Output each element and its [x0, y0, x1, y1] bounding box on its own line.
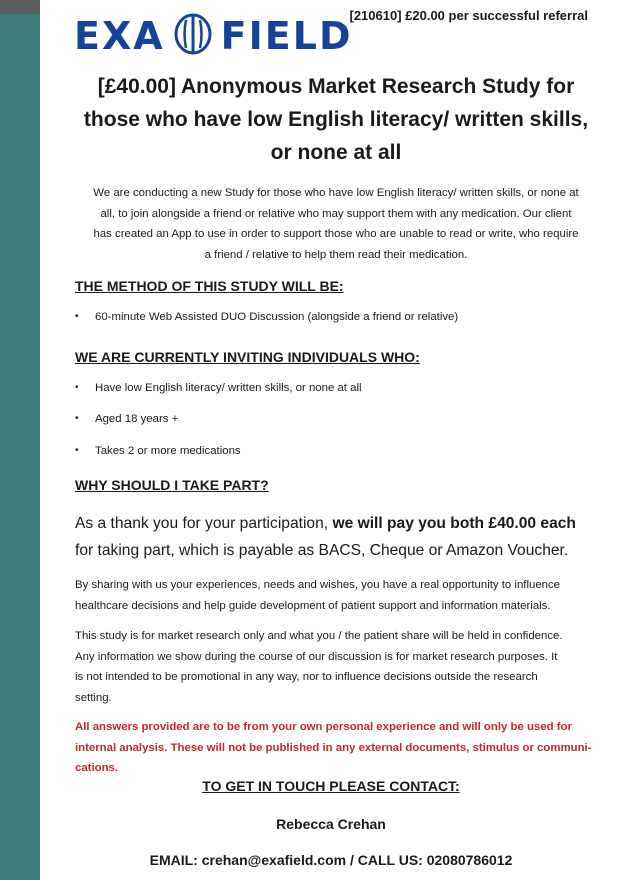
side-bar — [0, 0, 40, 880]
list-item-text: 60-minute Web Assisted DUO Discussion (alongside a friend or relative) — [95, 311, 459, 323]
confidentiality-paragraph — [75, 626, 605, 708]
warning-line: All answers provided are to be from your own personal experience and will only be used for — [75, 721, 572, 733]
list-item — [75, 443, 241, 459]
warning-paragraph — [75, 717, 605, 779]
thanks-line-2: for taking part, which is payable as BACS, Cheque or Amazon Voucher. — [75, 542, 569, 559]
page-title — [62, 70, 610, 169]
paragraph-line: is not intended to be promotional in any way, nor to influence decisions outside the research — [75, 671, 538, 683]
thanks-line-1 — [75, 510, 605, 537]
paragraph-line: healthcare decisions and help guide development of patient support and information materials. — [75, 599, 551, 612]
intro-line: all, to join alongside a friend or relative who may support them with any medication. Our client — [100, 207, 572, 220]
sharing-paragraph — [75, 575, 605, 616]
logo-word-left: EXA — [74, 14, 165, 58]
title-line: [£40.00] Anonymous Market Research Study for — [97, 75, 575, 98]
side-bar-top-stripe — [0, 0, 40, 14]
method-heading: THE METHOD OF THIS STUDY WILL BE: — [75, 278, 344, 294]
list-item-text: Aged 18 years + — [95, 413, 179, 425]
thanks-paragraph — [75, 510, 605, 564]
intro-line: We are conducting a new Study for those who have low English literacy/ written skills, or none at — [93, 187, 579, 199]
contact-heading: TO GET IN TOUCH PLEASE CONTACT: — [202, 778, 460, 794]
paragraph-line: By sharing with us your experiences, needs and wishes, you have a real opportunity to influence — [75, 579, 561, 591]
list-item-text: Takes 2 or more medications — [95, 445, 241, 457]
bullet-icon: • — [75, 311, 79, 322]
list-item — [75, 411, 178, 427]
logo-word-right: FIELD — [220, 14, 353, 58]
bullet-icon: • — [75, 413, 79, 424]
list-item-text: Have low English literacy/ written skills, or none at all — [95, 382, 362, 394]
referral-note: [210610] £20.00 per successful referral — [349, 8, 588, 23]
warning-line: cations. — [75, 762, 119, 774]
thanks-text: As a thank you for your participation, — [75, 515, 333, 532]
inviting-heading: WE ARE CURRENTLY INVITING INDIVIDUALS WHO: — [75, 349, 420, 365]
logo-mark-icon — [173, 12, 213, 61]
title-line: or none at all — [270, 141, 402, 164]
payment-amount: we will pay you both £40.00 each — [332, 515, 576, 532]
bullet-icon: • — [75, 445, 79, 456]
paragraph-line: Any information we show during the course of our discussion is for market research purposes. It — [75, 650, 558, 663]
paragraph-line: This study is for market research only and what you / the patient share will be held in confidence. — [75, 630, 563, 642]
intro-line: has created an App to use in order to support those who are unable to read or write, who require — [93, 228, 579, 240]
intro-paragraph — [74, 183, 598, 265]
list-item — [75, 309, 458, 325]
intro-line: a friend / relative to help them read their medication. — [204, 248, 468, 261]
why-heading: WHY SHOULD I TAKE PART? — [75, 477, 269, 493]
exafield-logo — [74, 10, 352, 62]
paragraph-line: setting. — [75, 691, 112, 704]
list-item — [75, 380, 362, 396]
warning-line: internal analysis. These will not be published in any external documents, stimulus or communi- — [75, 741, 592, 754]
contact-details[interactable]: EMAIL: crehan@exafield.com / CALL US: 02080786012 — [149, 852, 513, 868]
bullet-icon: • — [75, 382, 79, 393]
contact-name: Rebecca Crehan — [276, 816, 386, 832]
title-line: those who have low English literacy/ written skills, — [83, 108, 589, 131]
